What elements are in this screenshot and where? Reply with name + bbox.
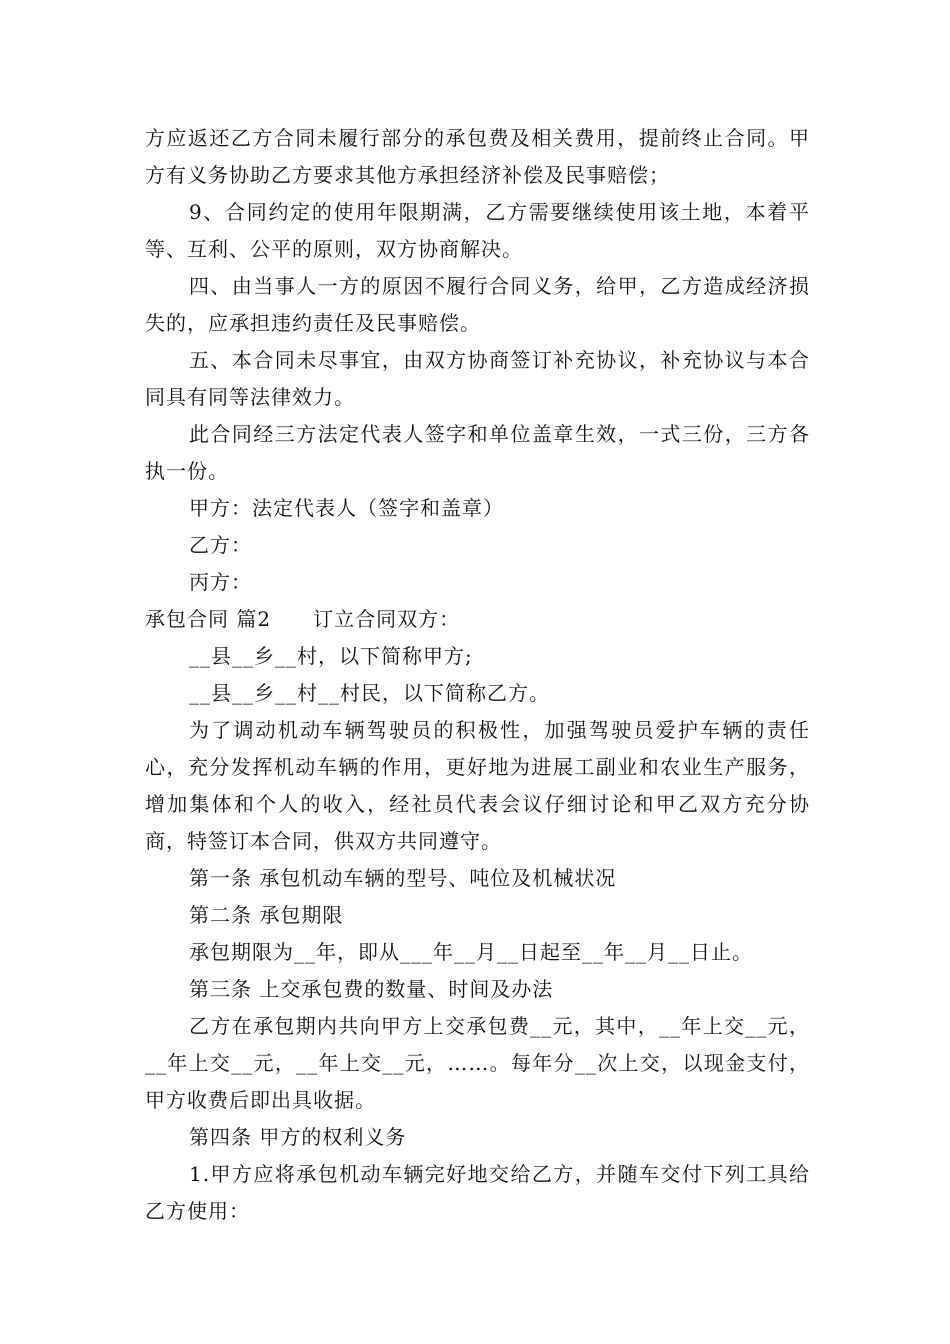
- article-heading: 第二条 承包期限: [189, 903, 344, 927]
- paragraph: 此合同经三方法定代表人签字和单位盖章生效，一式三份，三方各执一份。: [145, 422, 810, 483]
- paragraph: __县__乡__村，以下简称甲方;: [189, 644, 473, 668]
- article-heading: 第四条 甲方的权利义务: [189, 1125, 407, 1149]
- paragraph: 五、本合同未尽事宜，由双方协商签订补充协议，补充协议与本合同具有同等法律效力。: [145, 348, 810, 409]
- signature-line-party-a: 甲方：法定代表人（签字和盖章）: [189, 496, 504, 520]
- article-heading: 第一条 承包机动车辆的型号、吨位及机械状况: [189, 866, 617, 890]
- paragraph: 承包期限为__年，即从___年__月__日起至__年__月__日止。: [189, 940, 753, 964]
- paragraph: 9、合同约定的使用年限期满，乙方需要继续使用该土地，本着平等、互利、公平的原则，双方协商解决。: [145, 200, 810, 261]
- paragraph: 乙方在承包期内共向甲方上交承包费__元，其中，__年上交__元，__年上交__元，__年上交__元，……。每年分__次上交，以现金支付，甲方收费后即出具收据。: [145, 1014, 810, 1112]
- section-heading: 承包合同 篇2 订立合同双方：: [145, 607, 461, 631]
- paragraph: 方应返还乙方合同未履行部分的承包费及相关费用，提前终止合同。甲方有义务协助乙方要求其他方承担经济补偿及民事赔偿；: [145, 126, 810, 187]
- paragraph: 为了调动机动车辆驾驶员的积极性，加强驾驶员爱护车辆的责任心，充分发挥机动车辆的作用，更好地为进展工副业和农业生产服务，增加集体和个人的收入，经社员代表会议仔细讨论和甲乙双方充分协商，特签订本合同，供双方共同遵守。: [145, 718, 810, 853]
- signature-line-party-c: 丙方：: [189, 570, 252, 594]
- paragraph: __县__乡__村__村民，以下简称乙方。: [189, 681, 550, 705]
- paragraph: 1.甲方应将承包机动车辆完好地交给乙方，并随车交付下列工具给乙方使用：: [145, 1162, 810, 1223]
- document-body: [145, 120, 810, 1230]
- signature-line-party-b: 乙方：: [189, 533, 252, 557]
- paragraph: 四、由当事人一方的原因不履行合同义务，给甲，乙方造成经济损失的，应承担违约责任及民事赔偿。: [145, 274, 810, 335]
- article-heading: 第三条 上交承包费的数量、时间及办法: [189, 977, 554, 1001]
